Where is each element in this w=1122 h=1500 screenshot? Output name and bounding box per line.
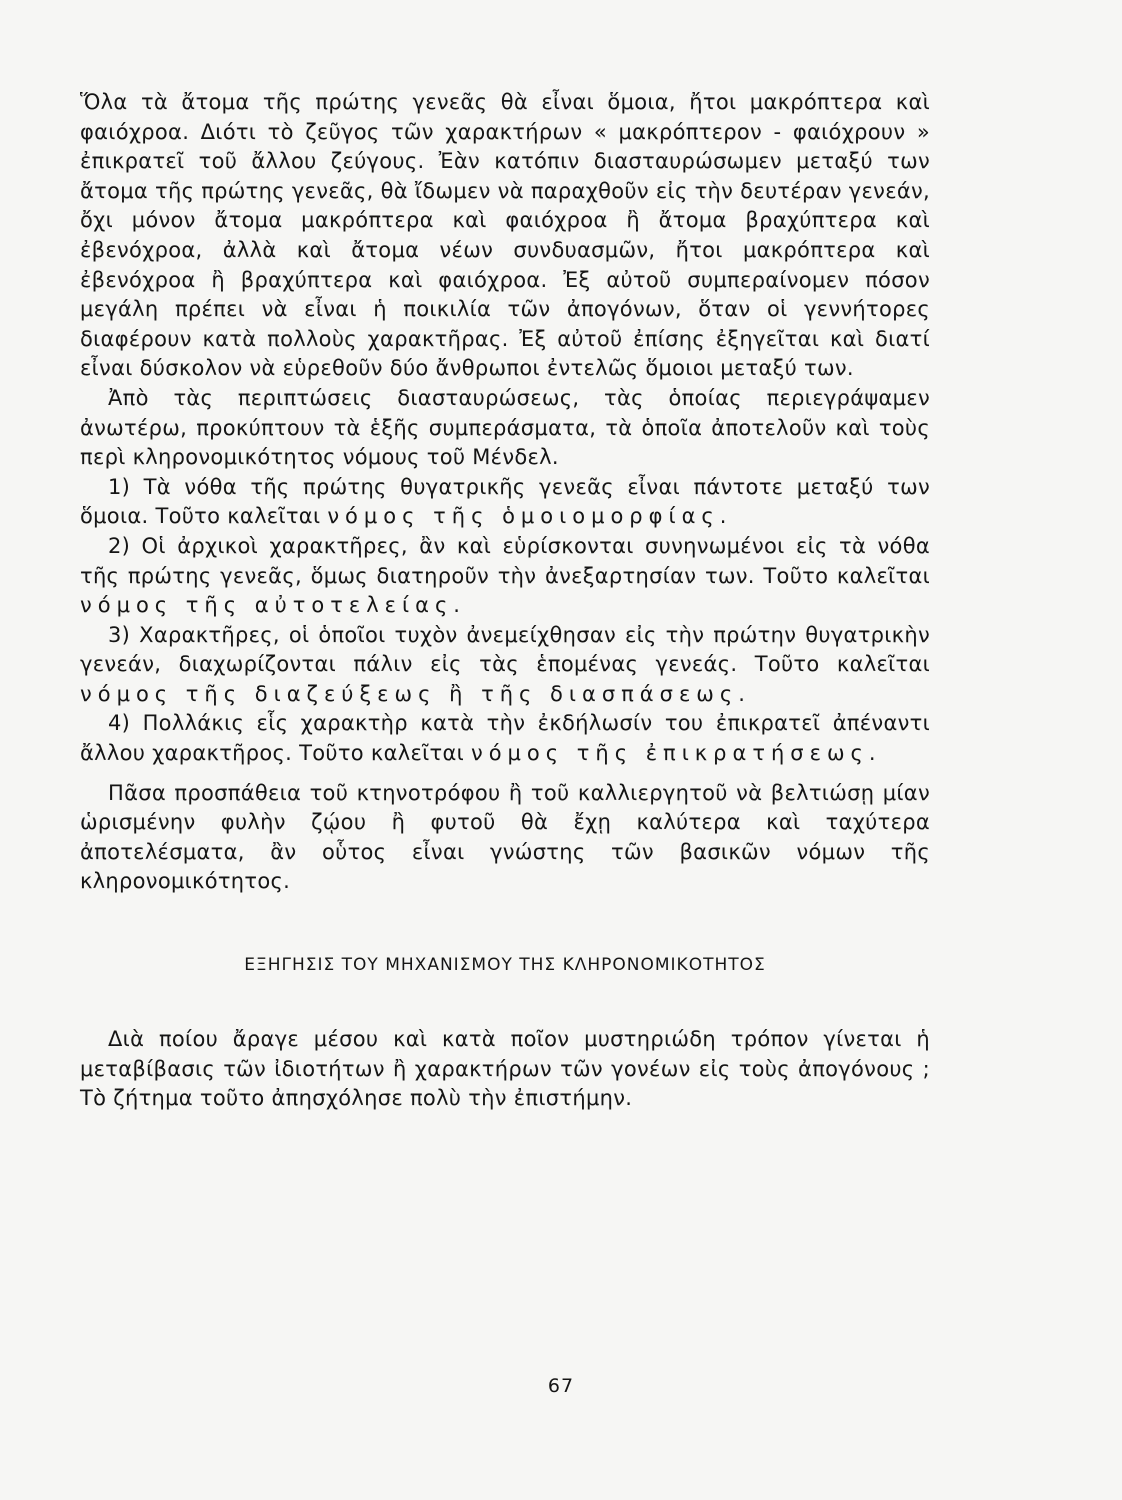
law-name: νόμος τῆς ὁμοιομορφίας. xyxy=(327,504,733,529)
law-item-4 xyxy=(80,709,930,768)
law-item-text: 1) Τὰ νόθα τῆς πρώτης θυγατρικῆς γενεᾶς εἶναι πάντοτε μεταξύ των ὅμοια. Τοῦτο καλεῖται xyxy=(80,474,930,529)
law-name: νόμος τῆς αὐτοτελείας. xyxy=(80,593,466,618)
law-item-text: 3) Χαρακτῆρες, οἱ ὁποῖοι τυχὸν ἀνεμείχθησαν εἰς τὴν πρώτην θυγατρικὴν γενεάν, διαχωρίζονται πάλιν εἰς τὰς ἑπομένας γενεάς. Τοῦτο καλεῖται xyxy=(80,622,930,677)
paragraph-spacer xyxy=(80,769,930,779)
section-heading: ΕΞΗΓΗΣΙΣ ΤΟΥ ΜΗΧΑΝΙΣΜΟΥ ΤΗΣ ΚΛΗΡΟΝΟΜΙΚΟΤΗΤΟΣ xyxy=(244,955,766,976)
text-column xyxy=(80,88,930,1114)
paragraph-section: Διὰ ποίου ἄραγε μέσου καὶ κατὰ ποῖον μυστηριώδη τρόπον γίνεται ἡ μεταβίβασις τῶν ἰδιοτήτων ἢ χαρακτήρων τῶν γονέων εἰς τοὺς ἀπογόνους ; Τὸ ζήτημα τοῦτο ἀπησχόλησε πολὺ τὴν ἐπιστήμην. xyxy=(80,1027,930,1111)
law-item-text: 2) Οἱ ἀρχικοὶ χαρακτῆρες, ἂν καὶ εὑρίσκονται συνηνωμένοι εἰς τὰ νόθα τῆς πρώτης γενεᾶς, ὅμως διατηροῦν τὴν ἀνεξαρτησίαν των. Τοῦτο καλεῖται xyxy=(80,533,930,588)
paragraph-conclusions: Ἀπὸ τὰς περιπτώσεις διασταυρώσεως, τὰς ὁποίας περιεγράψαμεν ἀνωτέρω, προκύπτουν τὰ ἑξῆς συμπεράσματα, τὰ ὁποῖα ἀποτελοῦν καὶ τοὺς περὶ κληρονομικότητος νόμους τοῦ Μένδελ. xyxy=(80,385,930,470)
paragraph-closing: Πᾶσα προσπάθεια τοῦ κτηνοτρόφου ἢ τοῦ καλλιεργητοῦ νὰ βελτιώσῃ μίαν ὡρισμένην φυλὴν ζῴου ἢ φυτοῦ θὰ ἔχῃ καλύτερα καὶ ταχύτερα ἀποτελέσματα, ἂν οὗτος εἶναι γνώστης τῶν βασικῶν νόμων τῆς κληρονομικότητος. xyxy=(80,780,930,894)
paragraph-intro: Ὅλα τὰ ἄτομα τῆς πρώτης γενεᾶς θὰ εἶναι ὅμοια, ἤτοι μακρόπτερα καὶ φαιόχροα. Διότι τὸ ζεῦγος τῶν χαρακτήρων « μακρόπτερον - φαιόχρουν » ἐπικρατεῖ τοῦ ἄλλου ζεύγους. Ἐὰν κατόπιν διασταυρώσωμεν μεταξύ των ἄτομα τῆς πρώτης γενεᾶς, θὰ ἴδωμεν νὰ παραχθοῦν εἰς τὴν δευτέραν γενεάν, ὄχι μόνον ἄτομα μακρόπτερα καὶ φαιόχροα ἢ ἄτομα βραχύπτερα καὶ ἐβενόχροα, ἀλλὰ καὶ ἄτομα νέων συνδυασμῶν, ἤτοι μακρόπτερα καὶ ἐβενόχροα ἢ βραχύπτερα καὶ φαιόχροα. Ἐξ αὐτοῦ συμπεραίνομεν πόσον μεγάλη πρέπει νὰ εἶναι ἡ ποικιλία τῶν ἀπογόνων, ὅταν οἱ γεννήτορες διαφέρουν κατὰ πολλοὺς χαρακτῆρας. Ἐξ αὐτοῦ ἐπίσης ἐξηγεῖται καὶ διατί εἶναι δύσκολον νὰ εὑρεθοῦν δύο ἄνθρωποι ἐντελῶς ὅμοιοι μεταξύ των. xyxy=(80,90,930,381)
law-name: νόμος τῆς ἐπικρατήσεως. xyxy=(470,741,882,766)
law-item-2 xyxy=(80,532,930,621)
law-item-text: 4) Πολλάκις εἷς χαρακτὴρ κατὰ τὴν ἐκδήλωσίν του ἐπικρατεῖ ἀπέναντι ἄλλου χαρακτῆρος. Τοῦτο καλεῖται xyxy=(80,711,930,766)
law-item-1 xyxy=(80,473,930,532)
law-item-3 xyxy=(80,621,930,710)
page-number: 67 xyxy=(547,1375,575,1397)
law-name: νόμος τῆς διαζεύξεως ἢ τῆς διασπάσεως. xyxy=(80,681,751,706)
